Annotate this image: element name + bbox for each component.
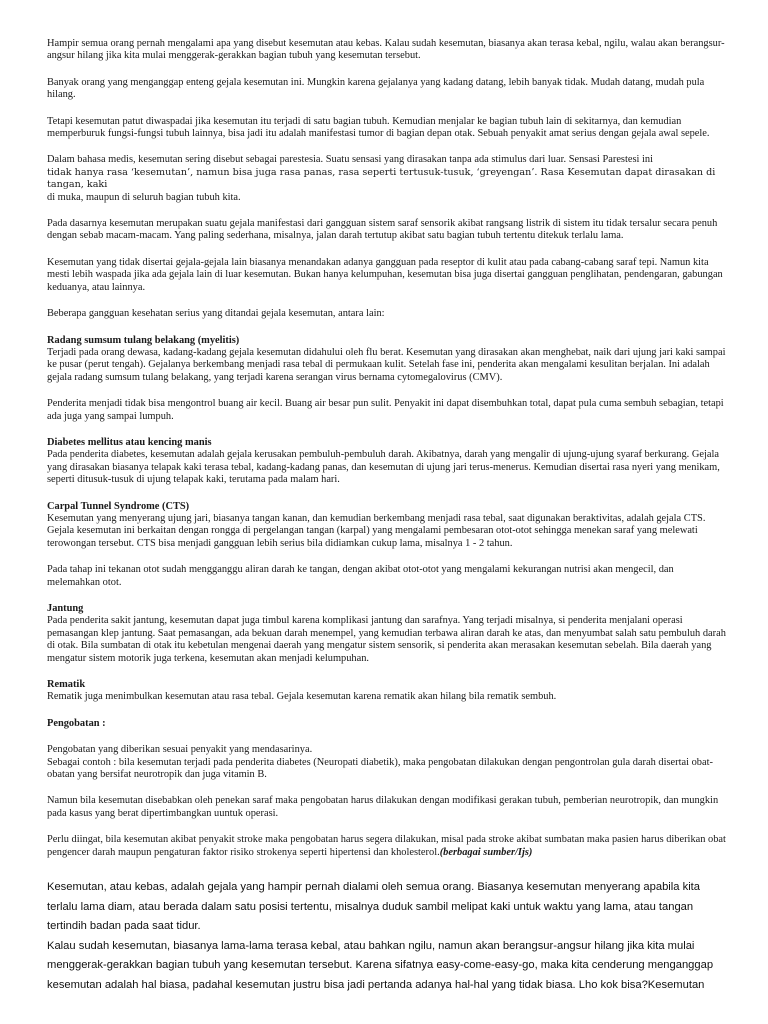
- paragraph-myelitis: Terjadi pada orang dewasa, kadang-kadang gejala kesemutan didahului oleh flu berat. Kesemutan yang dirasakan akan menghebat, naik dari ujung jari kaki sampai ke pusar (perut tengah). Gejalanya berkembang menjadi rasa tebal di permukaan kulit. Setelah fase ini, penderita akan mengalami kesulitan berjalan. Ini adalah gejala radang sumsum tulang belakang, yang terjadi karena serangan virus bernama cytomegalovirus (CMV).: [47, 346, 726, 383]
- section-diabetes: [47, 437, 727, 487]
- paragraph-anggap-enteng: Banyak orang yang menganggap enteng gejala kesemutan ini. Mungkin karena gejalanya yang kadang datang, lebih banyak tidak. Mudah datang, mudah pula hilang.: [47, 76, 705, 101]
- heading-pengobatan: Pengobatan :: [47, 717, 106, 729]
- paragraph-parestesia: [47, 154, 727, 204]
- paragraph-parestesia-c: di muka, maupun di seluruh bagian tubuh kita.: [47, 191, 241, 203]
- paragraph-intro: Hampir semua orang pernah mengalami apa yang disebut kesemutan atau kebas. Kalau sudah kesemutan, biasanya akan terasa kebal, ngilu, walau akan berangsur-angsur hilang jika kita mulai menggerak-gerakkan bagian tubuh yang kesemutan tersebut.: [47, 38, 725, 62]
- heading-cts: Carpal Tunnel Syndrome (CTS): [47, 500, 190, 512]
- sans-article: [47, 878, 727, 995]
- paragraph-jantung: Pada penderita sakit jantung, kesemutan dapat juga timbul karena komplikasi jantung dan sarafnya. Yang terjadi misalnya, si penderita menjalani operasi pemasangan klep jantung. Saat pemasangan, ada bekuan darah menempel, yang kemudian terbawa aliran darah ke atas, dan menyumbat salah satu pembuluh darah di otak. Bila sumbatan di otak itu kebetulan mengenai daerah yang mengatur sistem sensorik, si penderita akan merasakan kesemutan sebelah. Bila daerah yang mengatur sistem motorik juga terkena, kesemutan akan menjadi kelumpuhan.: [47, 615, 726, 664]
- paragraph-pengobatan-4-text: Perlu diingat, bila kesemutan akibat penyakit stroke maka pengobatan harus segera dilakukan, misal pada stroke akibat sumbatan maka pasien harus diberikan obat pengencer darah maupun pengaturan faktor risiko strokenya seperti hipertensi dan kholesterol.: [47, 834, 726, 858]
- section-cts: [47, 501, 727, 551]
- source-credit: (berbagai sumber/Ijs): [439, 846, 533, 858]
- paragraph-rematik: Rematik juga menimbulkan kesemutan atau rasa tebal. Gejala kesemutan karena rematik akan hilang bila rematik sembuh.: [47, 691, 557, 703]
- section-pengobatan-heading: [47, 718, 727, 730]
- section-pengobatan: [47, 744, 727, 781]
- heading-diabetes: Diabetes mellitus atau kencing manis: [47, 436, 212, 448]
- paragraph-pengobatan-2: Sebagai contoh : bila kesemutan terjadi pada penderita diabetes (Neuropati diabetik), maka pengobatan dilakukan dengan pengontrolan gula darah disertai obat-obatan yang bersifat neurotropik dan juga vitamin B.: [47, 756, 713, 781]
- heading-rematik: Rematik: [47, 679, 86, 691]
- section-myelitis: [47, 335, 727, 385]
- paragraph-pengobatan-1: Pengobatan yang diberikan sesuai penyakit yang mendasarinya.: [47, 744, 313, 756]
- heading-myelitis: Radang sumsum tulang belakang (myelitis): [47, 334, 240, 346]
- section-rematik: [47, 679, 727, 704]
- paragraph-pengobatan-3: Namun bila kesemutan disebabkan oleh penekan saraf maka pengobatan harus dilakukan dengan modifikasi gerakan tubuh, pemberian neurotropik, dan mungkin pada kasus yang berat dipertimbangkan uuntuk operasi.: [47, 795, 719, 819]
- sans-paragraph-1: Kesemutan, atau kebas, adalah gejala yang hampir pernah dialami oleh semua orang. Biasanya kesemutan menyerang apabila kita terlalu lama diam, atau berada dalam satu posisi tertentu, misalnya duduk sambil melipat kaki untuk waktu yang lama, atau tangan tertindih badan pada saat tidur.: [47, 881, 701, 932]
- paragraph-waspada: Tetapi kesemutan patut diwaspadai jika kesemutan itu terjadi di satu bagian tubuh. Kemudian menjalar ke bagian tubuh lain di sekitarnya, dan kemudian memperburuk fungsi-fungsi tubuh lainnya, bisa jadi itu adalah manifestasi tumor di bagian depan otak. Sebuah penyakit amat serius dengan gejala awal sepele.: [47, 115, 710, 140]
- paragraph-cts: Kesemutan yang menyerang ujung jari, biasanya tangan kanan, dan kemudian berkembang menjadi rasa tebal, saat digunakan beraktivitas, adalah gejala CTS. Gejala kesemutan ini berkaitan dengan rongga di pergelangan tangan (karpal) yang mengalami pembesaran otot-otot sehingga menekan saraf yang melewati terowongan tersebut. CTS bisa menjadi gangguan lebih serius bila didiamkan cukup lama, misalnya 1 - 2 tahun.: [47, 512, 706, 549]
- paragraph-myelitis-2: Penderita menjadi tidak bisa mengontrol buang air kecil. Buang air besar pun sulit. Penyakit ini dapat disembuhkan total, dapat pula cuma sembuh sebagian, tetapi ada juga yang sampai lumpuh.: [47, 398, 724, 422]
- paragraph-sistem-saraf: Pada dasarnya kesemutan merupakan suatu gejala manifestasi dari gangguan sistem saraf sensorik akibat rangsang listrik di sistem itu tidak tersalur secara penuh dengan sebab macam-macam. Yang paling sederhana, misalnya, jalan darah tertutup akibat satu bagian tubuh tertentu ditekuk terlalu lama.: [47, 218, 718, 242]
- paragraph-parestesia-a: Dalam bahasa medis, kesemutan sering disebut sebagai parestesia. Suatu sensasi yang dirasakan tanpa ada stimulus dari luar. Sensasi Parestesi ini: [47, 154, 653, 166]
- paragraph-gangguan-list: Beberapa gangguan kesehatan serius yang ditandai gejala kesemutan, antara lain:: [47, 308, 385, 320]
- paragraph-pengobatan-4: [47, 834, 727, 859]
- section-jantung: [47, 603, 727, 665]
- paragraph-reseptor: Kesemutan yang tidak disertai gejala-gejala lain biasanya menandakan adanya gangguan pada reseptor di kulit atau pada cabang-cabang saraf tepi. Namun kita mesti lebih waspada jika ada gejala lain di luar kesemutan. Bukan hanya kelumpuhan, kesemutan bisa juga disertai gangguan penglihatan, pendengaran, gabungan keduanya, atau lainnya.: [47, 256, 723, 293]
- article-body: [47, 38, 727, 873]
- sans-paragraph-2: Kalau sudah kesemutan, biasanya lama-lama terasa kebal, atau bahkan ngilu, namun akan berangsur-angsur hilang jika kita mulai menggerak-gerakkan bagian tubuh yang kesemutan tersebut. Karena sifatnya easy-come-easy-go, maka kita cenderung menganggap kesemutan adalah hal biasa, padahal kesemutan justru bisa jadi pertanda adanya hal-hal yang tidak biasa. Lho kok bisa?Kesemutan: [47, 939, 714, 991]
- paragraph-diabetes: Pada penderita diabetes, kesemutan adalah gejala kerusakan pembuluh-pembuluh darah. Akibatnya, darah yang mengalir di ujung-ujung syaraf berkurang. Gejala yang dirasakan biasanya telapak kaki terasa tebal, kadang-kadang panas, dan kesemutan di ujung jari terus-menerus. Kemudian disertai rasa nyeri yang menikam, seperti ditusuk-tusuk di ujung telapak kaki, terutama pada malam hari.: [47, 449, 720, 486]
- heading-jantung: Jantung: [47, 603, 84, 614]
- paragraph-cts-2: Pada tahap ini tekanan otot sudah mengganggu aliran darah ke tangan, dengan akibat otot-otot yang mengalami kekurangan nutrisi akan mengecil, dan melemahkan otot.: [47, 564, 674, 588]
- paragraph-parestesia-b: tidak hanya rasa ‘kesemutan’, namun bisa juga rasa panas, rasa seperti tertusuk-tusuk, ‘greyengan’. Rasa Kesemutan dapat dirasakan di tangan, kaki: [47, 166, 716, 191]
